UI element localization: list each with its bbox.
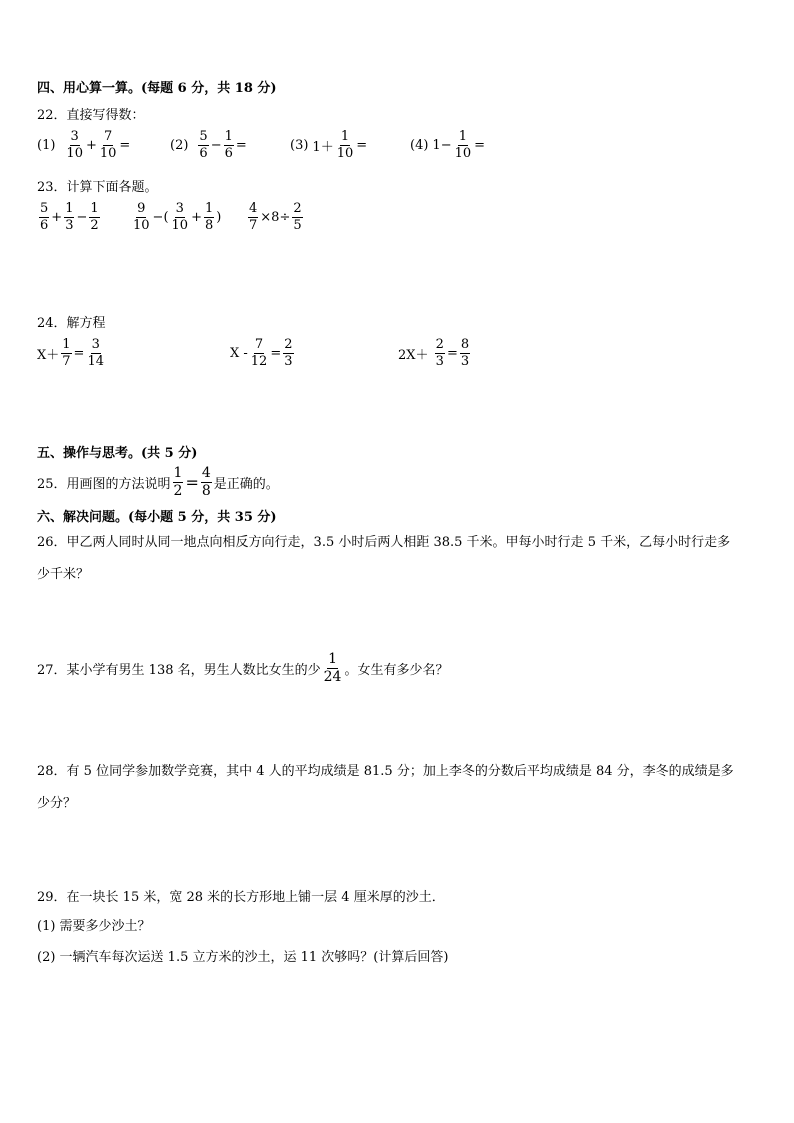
operator: − (76, 209, 88, 225)
fraction: $\frac{5}{6}$ (199, 129, 208, 161)
fraction: $\frac{4}{7}$ (249, 201, 258, 233)
fraction: $\frac{2}{3}$ (284, 337, 293, 369)
q22-item-1 (37, 130, 130, 160)
prefix: X - (230, 345, 248, 361)
fraction: $\frac{5}{6}$ (40, 201, 49, 233)
fraction: $\frac{1}{2}$ (90, 201, 99, 233)
prefix: 1− (432, 137, 452, 153)
section-5-title: 五、操作与思考。(共 5 分) (37, 446, 198, 461)
fraction: $\frac{1}{2}$ (173, 465, 183, 499)
question-27 (37, 652, 448, 684)
operator: ×8÷ (260, 209, 291, 225)
fraction: $\frac{1}{10}$ (336, 129, 354, 161)
operator: −( (152, 209, 169, 225)
question-26-line-2: 少千米？ (37, 567, 90, 582)
q27-text-end: 。女生有多少名？ (344, 662, 449, 678)
question-28-line-1: 28．有 5 位同学参加数学竞赛，其中 4 人的平均成绩是 81.5 分；加上李冬的分数后平均成绩是 84 分，李冬的成绩是多 (37, 764, 734, 779)
fraction: $\frac{4}{8}$ (201, 465, 211, 499)
operator: + (85, 137, 97, 153)
q27-text: 27．某小学有男生 138 名，男生人数比女生的少 (37, 662, 321, 678)
fraction: $\frac{3}{10}$ (171, 201, 189, 233)
fraction: $\frac{8}{3}$ (460, 337, 470, 369)
fraction: $\frac{1}{8}$ (204, 201, 214, 233)
q25-text-end: 是正确的。 (213, 476, 279, 492)
fraction: $\frac{7}{12}$ (250, 337, 268, 369)
question-25 (37, 466, 279, 498)
equals-sign: = (356, 137, 368, 153)
question-22-stem: 22．直接写得数： (37, 108, 145, 123)
q22-item-3-label: (3) (290, 137, 309, 153)
prefix: 1＋ (312, 139, 334, 155)
q22-item-4-label: (4) (410, 137, 429, 153)
operator: + (51, 209, 63, 225)
fraction: $\frac{1}{6}$ (224, 129, 233, 161)
equals-sign: = (446, 345, 458, 361)
equals-sign: = (235, 137, 247, 153)
q22-item-2 (170, 130, 247, 160)
fraction: $\frac{9}{10}$ (133, 201, 150, 233)
q22-item-2-label: (2) (170, 137, 189, 153)
equals-sign: = (270, 345, 282, 361)
question-23-stem: 23．计算下面各题。 (37, 180, 158, 195)
q23-expression-1 (37, 202, 102, 232)
fraction: $\frac{2}{3}$ (435, 337, 444, 369)
operator: + (191, 209, 202, 225)
question-28-line-2: 少分？ (37, 796, 77, 811)
equals-sign: = (474, 137, 486, 153)
prefix: 2X＋ (398, 347, 433, 363)
section-6-title: 六、解决问题。(每小题 5 分，共 35 分) (37, 510, 277, 525)
prefix: X＋ (37, 347, 60, 363)
q24-equation-3 (398, 338, 472, 368)
question-26-line-1: 26．甲乙两人同时从同一地点向相反方向行走，3.5 小时后两人相距 38.5 千米。甲每小时行走 5 千米，乙每小时行走多 (37, 535, 731, 550)
equals-sign: = (185, 472, 199, 492)
q22-item-3 (290, 130, 367, 160)
equals-sign: = (119, 137, 131, 153)
fraction: $\frac{1}{3}$ (65, 201, 74, 233)
q23-expression-2 (130, 202, 221, 232)
q25-text: 25．用画图的方法说明 (37, 476, 171, 492)
fraction: $\frac{3}{10}$ (66, 129, 83, 161)
fraction: $\frac{7}{10}$ (99, 129, 117, 161)
q22-item-1-label: (1) (37, 137, 56, 153)
fraction: $\frac{1}{7}$ (62, 337, 71, 369)
q23-expression-3 (246, 202, 305, 232)
paren: ) (216, 209, 222, 225)
operator: − (210, 137, 222, 153)
equals-sign: = (73, 345, 85, 361)
q22-item-4 (410, 130, 485, 160)
section-4-title: 四、用心算一算。(每题 6 分，共 18 分) (37, 81, 277, 96)
question-29-sub-1: (1) 需要多少沙土？ (37, 919, 151, 934)
q24-equation-1 (37, 338, 107, 368)
fraction: $\frac{2}{5}$ (293, 201, 302, 233)
question-29-sub-2: (2) 一辆汽车每次运送 1.5 立方米的沙土，运 11 次够吗？(计算后回答) (37, 950, 449, 965)
question-29-stem: 29．在一块长 15 米，宽 28 米的长方形地上铺一层 4 厘米厚的沙土． (37, 890, 445, 905)
fraction: $\frac{1}{24}$ (323, 651, 342, 685)
question-24-stem: 24．解方程 (37, 316, 106, 331)
fraction: $\frac{1}{10}$ (454, 129, 472, 161)
fraction: $\frac{3}{14}$ (87, 337, 104, 369)
q24-equation-2 (230, 338, 296, 368)
